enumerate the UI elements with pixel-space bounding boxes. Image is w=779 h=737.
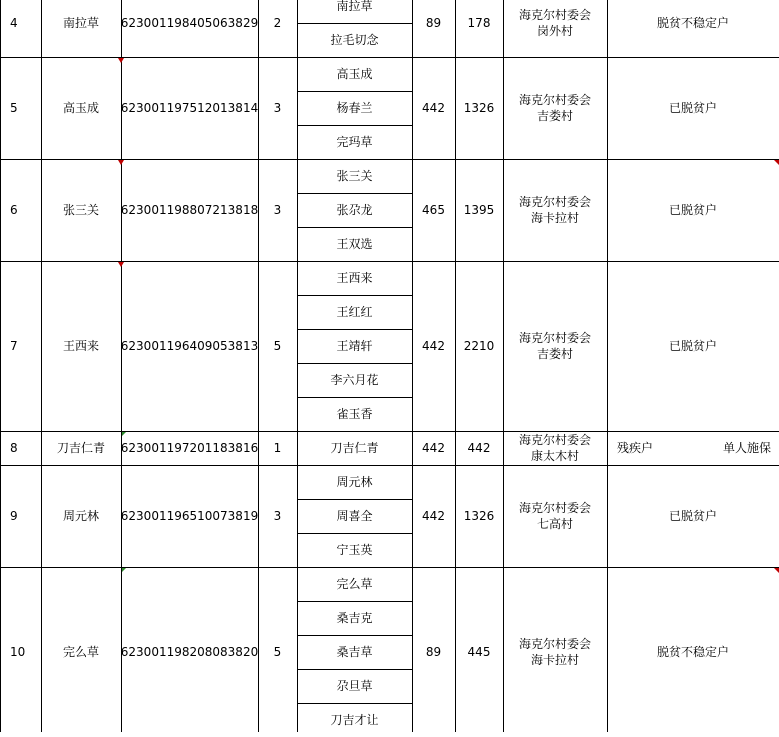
amount-total-cell: 178 — [467, 16, 491, 30]
comment-indicator-icon[interactable] — [118, 58, 124, 63]
village-name-text: 吉娄村 — [536, 347, 573, 361]
id-number-cell: 623001197201183816 — [120, 441, 259, 455]
member-name-cell: 刀吉仁青 — [330, 441, 379, 455]
member-name-cell: 王红红 — [336, 305, 373, 319]
village-name-text: 海卡拉村 — [530, 211, 579, 225]
amount-total-cell: 442 — [467, 441, 491, 455]
amount-per-person-cell: 442 — [422, 509, 445, 523]
member-name-cell: 高玉成 — [336, 67, 373, 81]
member-count-cell: 3 — [273, 101, 282, 115]
amount-total-cell: 445 — [467, 645, 491, 659]
status-cell: 已脱贫户 — [668, 101, 717, 115]
member-count-cell: 1 — [273, 441, 282, 455]
amount-total-cell: 1395 — [463, 203, 495, 217]
member-name-cell: 张尕龙 — [336, 203, 373, 217]
member-name-cell: 李六月花 — [330, 373, 379, 387]
village-cell — [503, 261, 607, 431]
amount-per-person-cell: 89 — [425, 16, 442, 30]
head-name-cell: 王西来 — [62, 339, 99, 353]
comment-indicator-icon[interactable] — [118, 262, 124, 267]
amount-per-person-cell: 442 — [422, 441, 445, 455]
status-cell: 脱贫不稳定户 — [656, 16, 729, 30]
amount-per-person-cell: 442 — [422, 101, 445, 115]
village-cell — [503, 57, 607, 159]
village-committee-text: 海克尔村委会 — [518, 8, 591, 22]
member-name-cell: 桑吉克 — [336, 611, 373, 625]
status-cell: 已脱贫户 — [668, 339, 717, 353]
member-name-cell: 桑吉草 — [336, 645, 373, 659]
row-number-cell: 5 — [10, 101, 18, 115]
head-name-cell: 刀吉仁青 — [56, 441, 105, 455]
member-name-cell: 周喜全 — [336, 509, 373, 523]
village-cell — [503, 465, 607, 567]
village-name-text: 吉娄村 — [536, 109, 573, 123]
village-cell — [503, 567, 607, 737]
member-name-cell: 拉毛切念 — [330, 33, 379, 47]
village-committee-text: 海克尔村委会 — [518, 433, 591, 447]
amount-per-person-cell: 89 — [425, 645, 442, 659]
id-number-cell: 623001197512013814 — [120, 101, 259, 115]
row-number-cell: 6 — [10, 203, 18, 217]
amount-total-cell: 1326 — [463, 509, 495, 523]
village-name-text: 海卡拉村 — [530, 653, 579, 667]
row-number-cell: 7 — [10, 339, 18, 353]
member-name-cell: 王双选 — [336, 237, 373, 251]
member-count-cell: 3 — [273, 509, 282, 523]
amount-per-person-cell: 465 — [422, 203, 445, 217]
id-number-cell: 623001196510073819 — [120, 509, 259, 523]
member-name-cell: 尕旦草 — [336, 679, 373, 693]
member-name-cell: 王西来 — [336, 271, 373, 285]
village-committee-text: 海克尔村委会 — [518, 637, 591, 651]
status-cell: 已脱贫户 — [668, 203, 717, 217]
member-name-cell: 王靖轩 — [336, 339, 373, 353]
row-number-cell: 8 — [10, 441, 18, 455]
comment-indicator-icon[interactable] — [118, 160, 124, 165]
comment-indicator-icon[interactable] — [774, 568, 779, 573]
member-name-cell: 杨春兰 — [336, 101, 373, 115]
member-count-cell: 2 — [273, 16, 282, 30]
status-extra-cell: 单人施保 — [722, 441, 771, 455]
comment-indicator-icon[interactable] — [122, 432, 126, 436]
village-name-text: 岗外村 — [536, 24, 573, 38]
status-cell: 残疾户 — [617, 441, 654, 455]
village-name-text: 康太木村 — [530, 449, 579, 463]
status-cell: 脱贫不稳定户 — [656, 645, 729, 659]
amount-total-cell: 2210 — [463, 339, 495, 353]
village-name-text: 七高村 — [536, 517, 573, 531]
village-cell — [503, 431, 607, 465]
village-committee-text: 海克尔村委会 — [518, 195, 591, 209]
head-name-cell: 周元林 — [62, 509, 99, 523]
village-committee-text: 海克尔村委会 — [518, 331, 591, 345]
head-name-cell: 完么草 — [62, 645, 99, 659]
id-number-cell: 623001198807213818 — [120, 203, 259, 217]
member-name-cell: 刀吉才让 — [330, 713, 379, 727]
id-number-cell: 623001196409053813 — [120, 339, 259, 353]
member-name-cell: 南拉草 — [336, 0, 373, 13]
village-committee-text: 海克尔村委会 — [518, 501, 591, 515]
member-name-cell: 完么草 — [336, 577, 373, 591]
member-count-cell: 3 — [273, 203, 282, 217]
village-cell — [503, 0, 607, 57]
head-name-cell: 南拉草 — [62, 16, 99, 30]
comment-indicator-icon[interactable] — [122, 568, 126, 572]
id-number-cell: 623001198405063829 — [120, 16, 259, 30]
member-name-cell: 周元林 — [336, 475, 373, 489]
row-number-cell: 4 — [10, 16, 18, 30]
member-count-cell: 5 — [273, 339, 282, 353]
village-cell — [503, 159, 607, 261]
member-name-cell: 宁玉英 — [336, 543, 373, 557]
head-name-cell: 高玉成 — [62, 101, 99, 115]
member-name-cell: 张三关 — [336, 169, 373, 183]
amount-total-cell: 1326 — [463, 101, 495, 115]
status-cell: 已脱贫户 — [668, 509, 717, 523]
id-number-cell: 623001198208083820 — [120, 645, 259, 659]
member-count-cell: 5 — [273, 645, 282, 659]
village-committee-text: 海克尔村委会 — [518, 93, 591, 107]
member-name-cell: 完玛草 — [336, 135, 373, 149]
comment-indicator-icon[interactable] — [774, 160, 779, 165]
member-name-cell: 雀玉香 — [336, 407, 373, 421]
amount-per-person-cell: 442 — [422, 339, 445, 353]
row-number-cell: 10 — [10, 645, 26, 659]
row-number-cell: 9 — [10, 509, 18, 523]
head-name-cell: 张三关 — [62, 203, 99, 217]
